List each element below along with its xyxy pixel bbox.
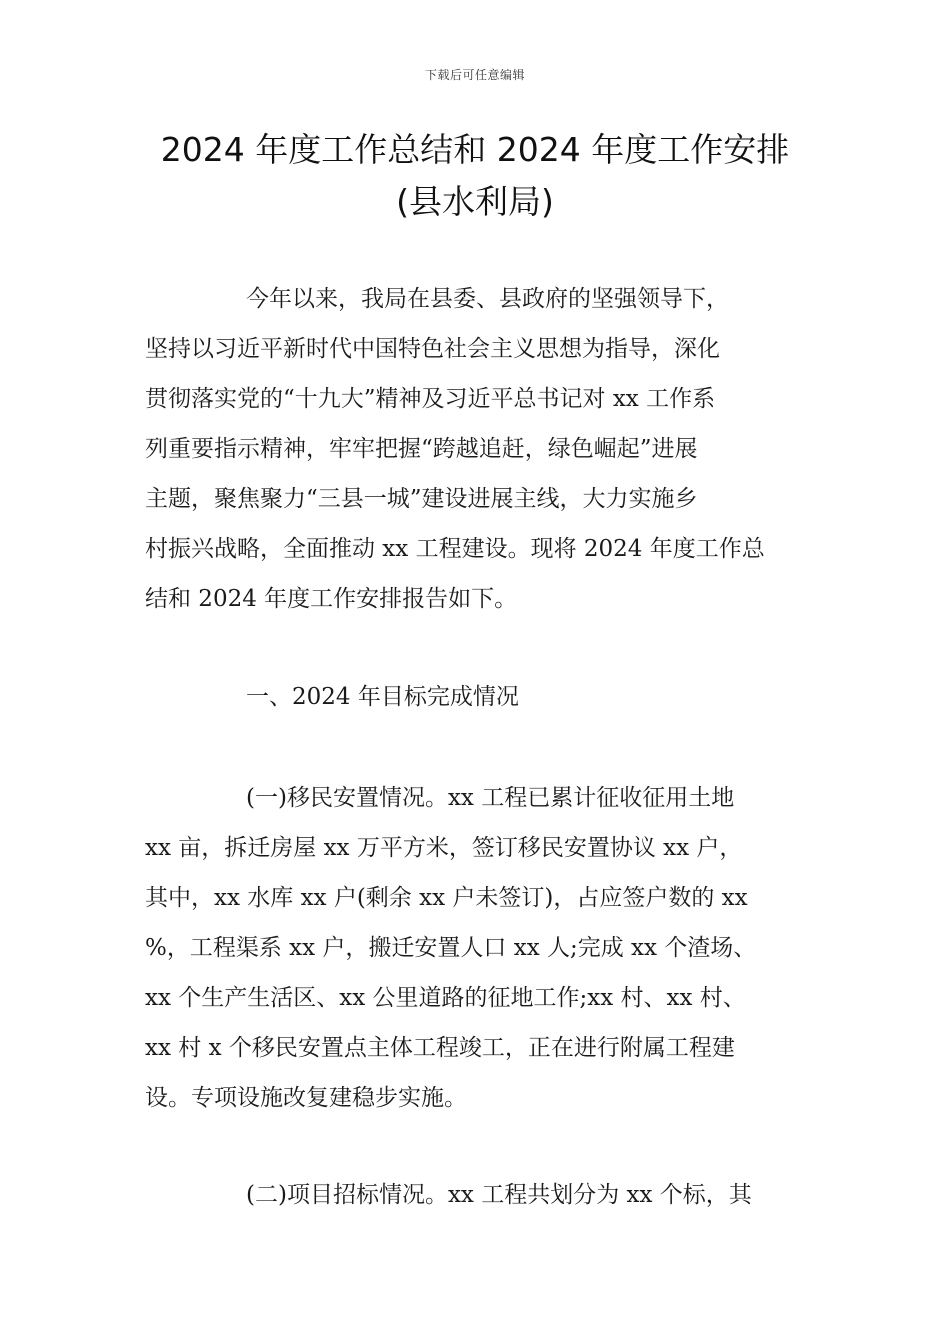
text-line: 主题，聚焦聚力“三县一城”建设进展主线，大力实施乡 <box>145 486 698 512</box>
text-line: 结和 2024 年度工作安排报告如下。 <box>145 586 518 612</box>
document-title <box>60 124 890 228</box>
text-line: xx 亩，拆迁房屋 xx 万平方米，签订移民安置协议 xx 户， <box>145 835 743 861</box>
text-line: 设。专项设施改复建稳步实施。 <box>145 1085 467 1111</box>
text-line: 坚持以习近平新时代中国特色社会主义思想为指导，深化 <box>145 336 720 362</box>
text-line: 其中，xx 水库 xx 户(剩余 xx 户未签订)，占应签户数的 xx <box>145 885 748 911</box>
text-line: 村振兴战略，全面推动 xx 工程建设。现将 2024 年度工作总 <box>145 536 765 562</box>
section-heading-text: 一、2024 年目标完成情况 <box>246 684 519 710</box>
subsection-paragraph-1 <box>145 773 810 1123</box>
intro-paragraph <box>145 274 810 624</box>
text-line: 今年以来，我局在县委、县政府的坚强领导下， <box>246 286 729 312</box>
text-line: %，工程渠系 xx 户，搬迁安置人口 xx 人;完成 xx 个渣场、 <box>145 935 757 961</box>
title-line-1: 2024 年度工作总结和 2024 年度工作安排 <box>160 130 790 169</box>
title-line-2: (县水利局) <box>396 182 554 221</box>
section-heading <box>145 672 810 722</box>
subsection-paragraph-2 <box>145 1170 810 1220</box>
text-line: xx 村 x 个移民安置点主体工程竣工，正在进行附属工程建 <box>145 1035 735 1061</box>
text-line: (二)项目招标情况。xx 工程共划分为 xx 个标，其 <box>246 1182 752 1208</box>
header-note: 下载后可任意编辑 <box>424 68 525 82</box>
text-line: 贯彻落实党的“十九大”精神及习近平总书记对 xx 工作系 <box>145 386 716 412</box>
text-line: (一)移民安置情况。xx 工程已累计征收征用土地 <box>246 785 735 811</box>
text-line: xx 个生产生活区、xx 公里道路的征地工作;xx 村、xx 村、 <box>145 985 746 1011</box>
text-line: 列重要指示精神，牢牢把握“跨越追赶，绿色崛起”进展 <box>145 436 698 462</box>
